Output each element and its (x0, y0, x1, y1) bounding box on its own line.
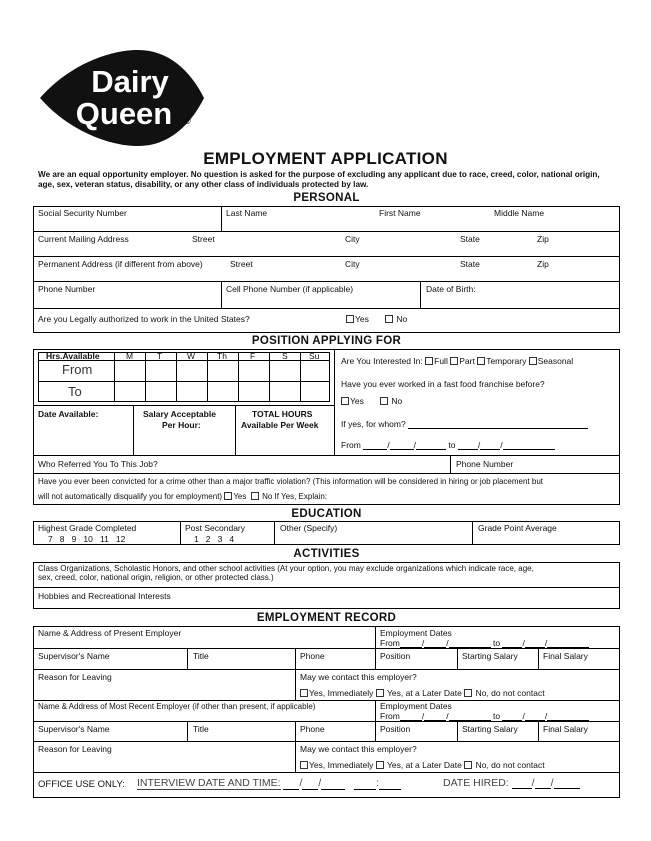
contact-question: May we contact this employer? (300, 744, 417, 754)
checkbox-icon (529, 357, 537, 365)
date-available-field[interactable]: Date Available: (38, 409, 99, 419)
conviction-question-cont: will not automatically disqualify you for employment) Yes No If Yes, Explain: (38, 492, 328, 501)
last-name-field[interactable]: Last Name (226, 208, 268, 218)
present-employer-field[interactable]: Name & Address of Present Employer (38, 628, 182, 638)
zip-label: Zip (537, 234, 549, 244)
logo-line1: Dairy (91, 64, 169, 99)
starting-salary-field[interactable]: Starting Salary (462, 651, 518, 661)
supervisor-field[interactable]: Supervisor's Name (38, 651, 110, 661)
legal-no-checkbox[interactable]: No (385, 314, 407, 324)
checkbox-icon (346, 315, 354, 323)
day-header: W (187, 351, 196, 361)
registered-mark: ® (184, 116, 191, 126)
day-header: M (126, 351, 134, 361)
contact-yes-later-checkbox[interactable]: Yes, at a Later Date (376, 688, 462, 698)
legal-yes-checkbox[interactable]: Yes (346, 314, 369, 324)
other-specify-field[interactable]: Other (Specify) (280, 523, 338, 533)
checkbox-icon (425, 357, 433, 365)
supervisor-field[interactable]: Supervisor's Name (38, 724, 110, 734)
explain-label: If Yes, Explain: (274, 492, 328, 501)
phone-field[interactable]: Phone (300, 724, 325, 734)
zip-label: Zip (537, 259, 549, 269)
contact-yes-now-checkbox[interactable]: Yes, Immediately (300, 688, 373, 698)
checkbox-icon (251, 492, 259, 500)
avail-week-label: Available Per Week (241, 420, 319, 430)
section-personal: PERSONAL (293, 192, 360, 204)
employment-dates-label: Employment Dates (380, 701, 452, 711)
reason-leaving-field[interactable]: Reason for Leaving (38, 672, 112, 682)
phone-field[interactable]: Phone Number (38, 284, 96, 294)
temporary-checkbox[interactable]: Temporary (477, 356, 526, 366)
street-label: Street (230, 259, 253, 269)
hours-to-label: To (68, 384, 82, 399)
city-label: City (345, 234, 360, 244)
checkbox-icon (450, 357, 458, 365)
starting-salary-field[interactable]: Starting Salary (462, 724, 518, 734)
contact-options (300, 760, 545, 770)
day-header: S (282, 351, 288, 361)
recent-dates-field[interactable]: From / / to / / (380, 711, 589, 721)
conviction-question: Have you ever been convicted for a crime other than a major traffic violation? (This information will be considered in hiring or job placement but (38, 477, 543, 486)
ssn-field[interactable]: Social Security Number (38, 208, 127, 218)
date-hired-field[interactable]: DATE HIRED: / / (443, 777, 580, 789)
final-salary-field[interactable]: Final Salary (543, 724, 588, 734)
checkbox-icon (224, 492, 232, 500)
contact-yes-now-checkbox[interactable]: Yes, Immediately (300, 760, 373, 770)
cell-phone-field[interactable]: Cell Phone Number (if applicable) (226, 284, 354, 294)
intro-text: We are an equal opportunity employer. No question is asked for the purpose of excluding any applicant due to race, creed, color, national origin, age, sex, veteran status, disability, or any other class of individuals protected by law. (38, 170, 600, 189)
checkbox-icon (464, 689, 472, 697)
present-dates-field[interactable]: From / / to / / (380, 638, 589, 648)
salary-field[interactable]: Salary Acceptable (143, 409, 216, 419)
section-education: EDUCATION (291, 508, 362, 520)
section-activities: ACTIVITIES (293, 548, 360, 560)
total-hours-field[interactable]: TOTAL HOURS (252, 409, 313, 419)
city-label: City (345, 259, 360, 269)
post-secondary-label: Post Secondary (185, 523, 246, 533)
ff-dates-field[interactable]: From / / to / / (341, 440, 555, 450)
highest-grade-label: Highest Grade Completed (38, 523, 137, 533)
ff-yes-checkbox[interactable]: Yes (341, 396, 364, 406)
title-field[interactable]: Title (193, 651, 209, 661)
conviction-no-checkbox[interactable]: No (251, 492, 272, 501)
part-time-checkbox[interactable]: Part (450, 356, 475, 366)
hrs-available-label: Hrs.Available (46, 351, 100, 361)
office-use-label: OFFICE USE ONLY: (38, 779, 125, 790)
contact-yes-later-checkbox[interactable]: Yes, at a Later Date (376, 760, 462, 770)
middle-name-field[interactable]: Middle Name (494, 208, 545, 218)
full-time-checkbox[interactable]: Full (425, 356, 448, 366)
section-position: POSITION APPLYING FOR (251, 335, 402, 347)
legal-auth-question: Are you Legally authorized to work in the United States? (38, 314, 250, 324)
interested-in-label: Are You Interested In: Full Part Temporary Seasonal (341, 356, 574, 366)
position-field[interactable]: Position (380, 651, 411, 661)
street-label: Street (192, 234, 215, 244)
position-field[interactable]: Position (380, 724, 411, 734)
contact-options (300, 688, 545, 698)
grade-options[interactable]: 7 8 9 10 11 12 (48, 534, 126, 544)
day-header: Th (217, 351, 227, 361)
clubs-field-note: sex, creed, color, national origin, religion, or other protected class.) (38, 573, 274, 582)
state-label: State (460, 259, 480, 269)
checkbox-icon (376, 689, 384, 697)
reason-leaving-field[interactable]: Reason for Leaving (38, 744, 112, 754)
employment-dates-label: Employment Dates (380, 628, 452, 638)
recent-employer-field[interactable]: Name & Address of Most Recent Employer (if other than present, if applicable) (38, 702, 316, 711)
per-hour-label: Per Hour: (162, 420, 201, 430)
checkbox-icon (341, 397, 349, 405)
checkbox-icon (300, 761, 308, 769)
dob-field[interactable]: Date of Birth: (426, 284, 476, 294)
contact-no-checkbox[interactable]: No, do not contact (464, 688, 544, 698)
for-whom-field[interactable]: If yes, for whom? (341, 419, 588, 429)
hours-from-label: From (62, 362, 93, 377)
contact-question: May we contact this employer? (300, 672, 417, 682)
ff-no-checkbox[interactable]: No (380, 396, 402, 406)
checkbox-icon (300, 689, 308, 697)
checkbox-icon (376, 761, 384, 769)
logo-line2: Queen (75, 96, 173, 131)
phone-field[interactable]: Phone (300, 651, 325, 661)
final-salary-field[interactable]: Final Salary (543, 651, 588, 661)
clubs-field[interactable]: Class Organizations, Scholastic Honors, and other school activities (At your option, you may exclude organizations which indicate race, age, (38, 564, 534, 573)
day-header: F (250, 351, 256, 361)
mailing-address-field[interactable]: Current Mailing Address (38, 234, 129, 244)
page-title: EMPLOYMENT APPLICATION (203, 149, 448, 168)
dairy-queen-logo (38, 48, 206, 148)
first-name-field[interactable]: First Name (379, 208, 421, 218)
title-field[interactable]: Title (193, 724, 209, 734)
checkbox-icon (464, 761, 472, 769)
day-header: Su (309, 351, 320, 361)
hobbies-field[interactable]: Hobbies and Recreational Interests (38, 591, 171, 601)
interview-date-field[interactable]: INTERVIEW DATE AND TIME: / / : (137, 777, 401, 790)
gpa-field[interactable]: Grade Point Average (478, 523, 557, 533)
conviction-yes-checkbox[interactable]: Yes (224, 492, 246, 501)
seasonal-checkbox[interactable]: Seasonal (529, 356, 573, 366)
contact-no-checkbox[interactable]: No, do not contact (464, 760, 544, 770)
state-label: State (460, 234, 480, 244)
section-employment: EMPLOYMENT RECORD (256, 612, 397, 624)
checkbox-icon (385, 315, 393, 323)
referrer-phone-field[interactable]: Phone Number (456, 459, 514, 469)
fast-food-question: Have you ever worked in a fast food franchise before? (341, 379, 545, 389)
checkbox-icon (380, 397, 388, 405)
checkbox-icon (477, 357, 485, 365)
day-header: T (157, 351, 163, 361)
referred-by-field[interactable]: Who Referred You To This Job? (38, 459, 158, 469)
post-secondary-options[interactable]: 1 2 3 4 (194, 534, 235, 544)
permanent-address-field[interactable]: Permanent Address (if different from above) (38, 259, 203, 269)
